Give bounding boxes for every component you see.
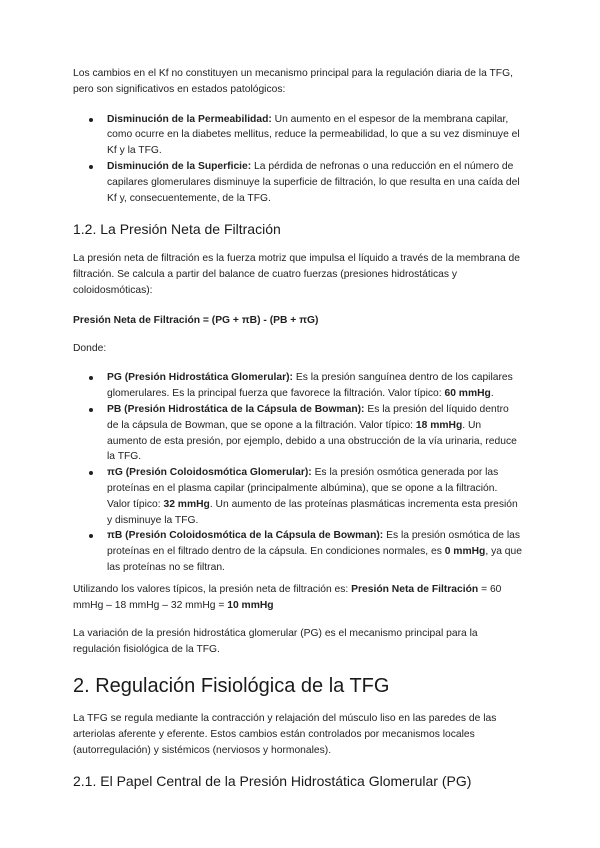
list-item-term: PB (Presión Hidrostática de la Cápsula de Bowman): [107,403,365,415]
donde-label: Donde: [73,342,107,354]
variation-paragraph: La variación de la presión hidrostática glomerular (PG) es el mecanismo principal para la regulación fisiológica de la TFG. [73,628,478,656]
list-item-term: PG (Presión Hidrostática Glomerular): [107,372,293,384]
list-item-text: . Un aumento de las proteínas plasmáticas incrementa esta presión y disminuye la TFG. [107,498,518,526]
calc-prefix: Utilizando los valores típicos, la presión neta de filtración es: [73,583,352,595]
net-pressure-description: La presión neta de filtración es la fuerza motriz que impulsa el líquido a través de la membrana de filtración. Se calcula a partir del balance de cuatro fuerzas (presiones hidrostáticas y coloidosmóticas): [73,253,521,296]
calculation-paragraph [73,582,523,614]
intro-paragraph: Los cambios en el Kf no constituyen un mecanismo principal para la regulación diaria de la TFG, pero son significativos en estados patológicos: [73,68,513,95]
list-item-text: La pérdida de nefronas o una reducción en el número de capilares glomerulares disminuye la superficie de filtración, lo que resulta en una caída del Kf y, consecuentemente, de la TFG. [107,160,520,204]
section-heading-1-2: 1.2. La Presión Neta de Filtración [73,221,281,238]
list-item-text: . [490,388,494,400]
list-item-text: Es la presión del líquido dentro de la cápsula de Bowman, que se opone a la filtración. Valor típico: [107,403,509,431]
list-item-term: Disminución de la Permeabilidad: [107,113,272,125]
typical-value: 32 mmHg [163,498,210,510]
document-page [73,66,523,790]
typical-value: 0 mmHg [444,546,486,558]
list-item [73,465,523,528]
typical-value: 18 mmHg [415,419,463,431]
list-item-text: Un aumento en el espesor de la membrana capilar, como ocurre en la diabetes mellitus, reduce la permeabilidad, lo que a su vez disminuye el Kf y la TFG. [107,113,520,157]
list-item-text: . Un aumento de esta presión, por ejemplo, debido a una obstrucción de la vía urinaria, reduce la TFG. [107,419,517,463]
list-item [73,402,523,465]
list-item-text: Es la presión osmótica de las proteínas en el filtrado dentro de la cápsula. En condiciones normales, es [107,530,521,558]
list-item-text: , ya que las proteínas no se filtran. [107,546,522,573]
formula: Presión Neta de Filtración = (PG + πB) - (PB + πG) [73,314,319,326]
list-item [73,370,523,402]
section-heading-2-1: 2.1. El Papel Central de la Presión Hidrostática Glomerular (PG) [73,773,472,790]
list-item [73,159,523,206]
section-heading-2: 2. Regulación Fisiológica de la TFG [73,674,390,697]
forces-list [73,370,523,575]
calc-result: 10 mmHg [227,599,274,611]
list-item-text: Es la presión osmótica generada por las proteínas en el plasma capilar (principalmente albúmina), que se opone a la filtración. Valor típico: [107,467,499,510]
kf-changes-list [73,112,523,207]
regulation-paragraph: La TFG se regula mediante la contracción y relajación del músculo liso en las paredes de las arteriolas aferente y eferente. Estos cambios están controlados por mecanismos locales (autorregulación) y sistémicos (nerviosos y hormonales). [73,712,497,756]
typical-value: 60 mmHg [444,388,491,400]
calc-middle: = 60 mmHg – 18 mmHg – 32 mmHg = [73,583,502,611]
list-item-text: Es la presión sanguínea dentro de los capilares glomerulares. Es la principal fuerza que favorece la filtración. Valor típico: [107,372,513,400]
list-item [73,528,523,575]
list-item-term: πB (Presión Coloidosmótica de la Cápsula de Bowman): [107,530,384,542]
list-item [73,112,523,159]
calc-label: Presión Neta de Filtración [351,583,479,595]
list-item-term: πG (Presión Coloidosmótica Glomerular): [107,467,312,479]
list-item-term: Disminución de la Superficie: [107,160,252,172]
